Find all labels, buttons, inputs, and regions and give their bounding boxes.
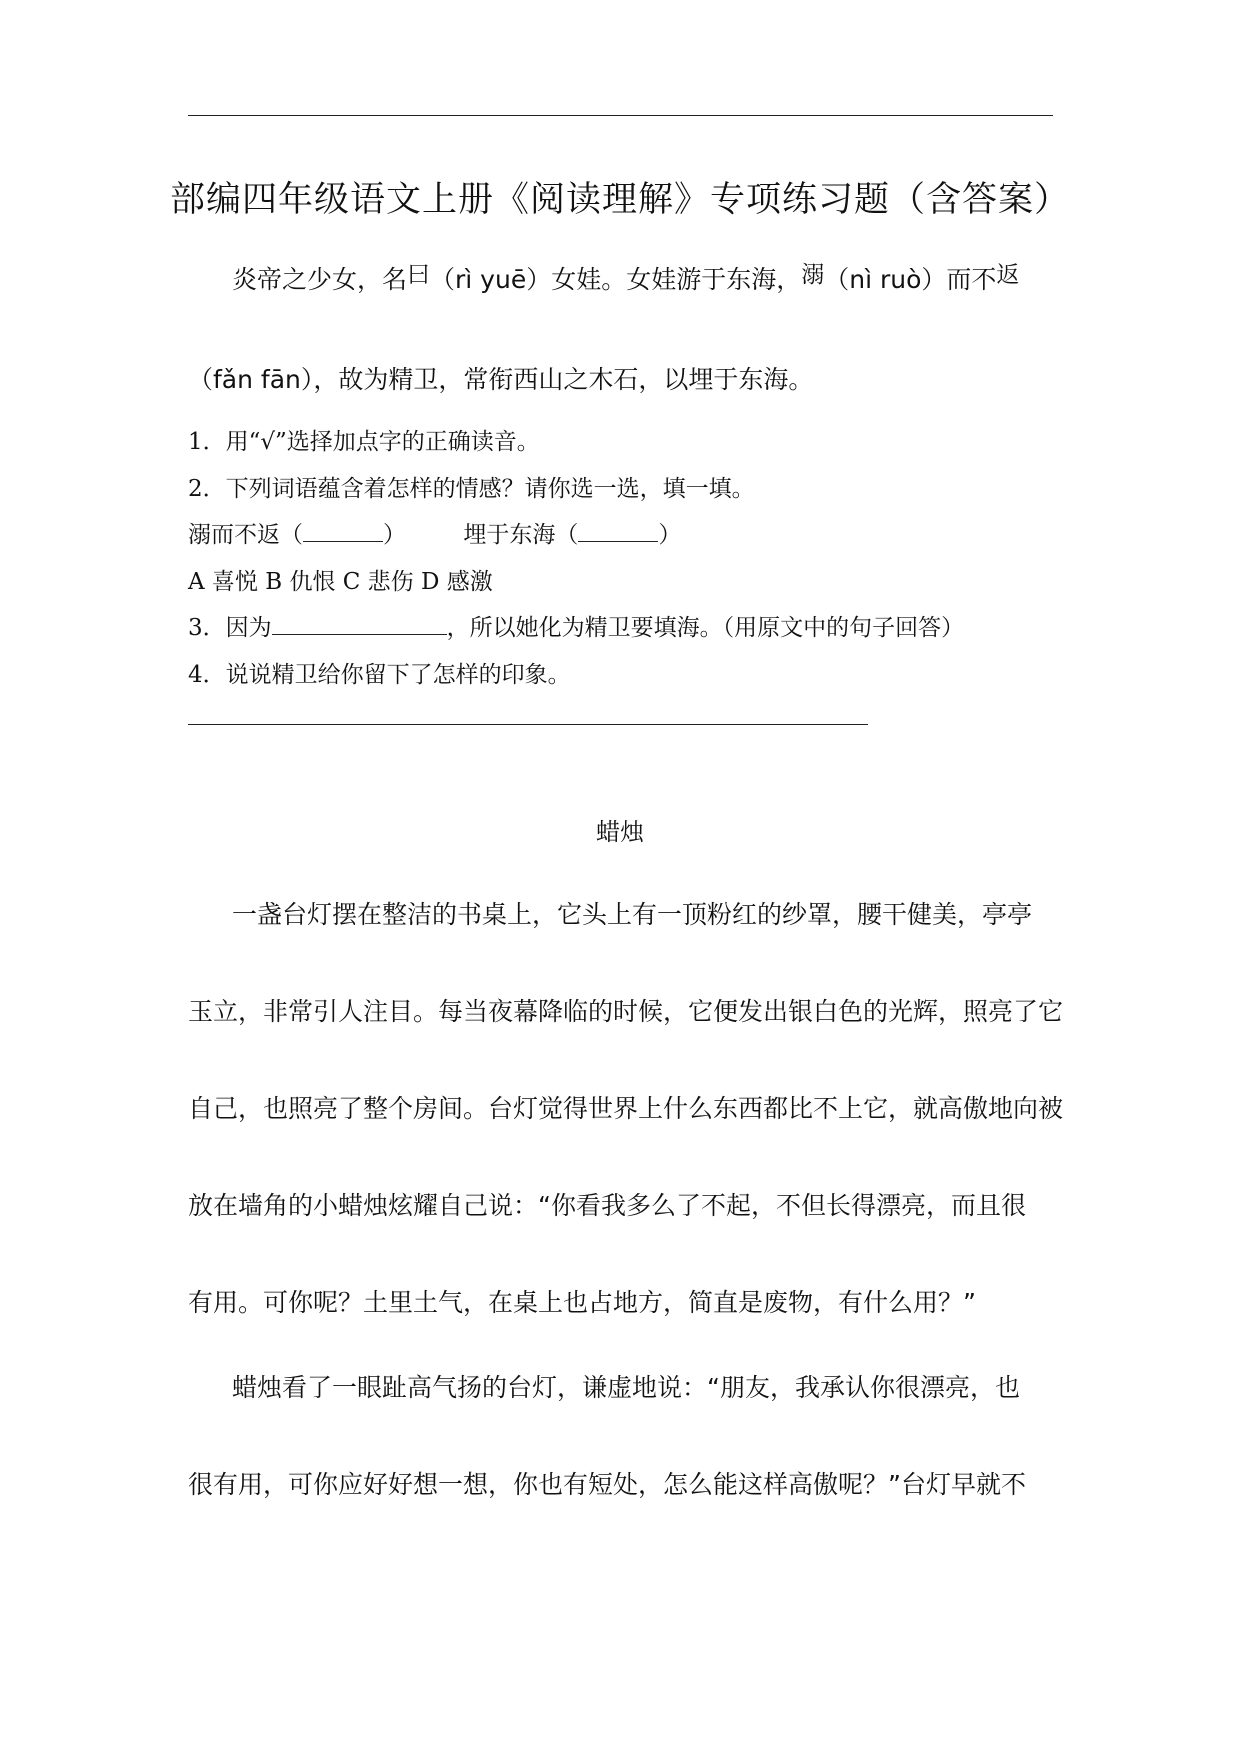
passage1-line1 (232, 260, 1019, 296)
passage1-text-c: （rì yuē）女娃。女娃游于东海， (430, 265, 802, 294)
header-rule (188, 115, 1053, 116)
q4-answer-line[interactable] (188, 724, 868, 725)
q3-suffix: ，所以她化为精卫要填海。（用原文中的句子回答） (446, 615, 965, 641)
q2-item1-blank[interactable] (303, 521, 383, 542)
q2-item2-blank[interactable] (578, 521, 658, 542)
passage1-line2: （fǎn fān），故为精卫，常衔西山之木石，以埋于东海。 (188, 365, 814, 394)
q2-item1-label: 溺而不返（ (188, 522, 303, 548)
q3-prefix: 3．因为 (188, 615, 272, 641)
q2-item2-label: 埋于东海（ (463, 522, 579, 548)
passage2-line: 放在墙角的小蜡烛炫耀自己说：“你看我多么了不起，不但长得漂亮，而且很 (188, 1191, 1026, 1220)
q3-blank[interactable] (272, 614, 447, 635)
question-1: 1．用“√”选择加点字的正确读音。 (188, 429, 540, 455)
question-2: 2．下列词语蕴含着怎样的情感？请你选一选，填一填。 (188, 476, 755, 502)
question-3 (188, 609, 964, 642)
passage2-line: 玉立，非常引人注目。每当夜幕降临的时候，它便发出银白色的光辉，照亮了它 (188, 997, 1064, 1026)
char-fan: 返 (996, 262, 1020, 288)
q2-item2-close: ） (658, 522, 682, 548)
passage2-title: 蜡烛 (596, 818, 644, 846)
char-yue: 曰 (407, 262, 431, 288)
question-2-items (188, 516, 681, 549)
question-4: 4．说说精卫给你留下了怎样的印象。 (188, 662, 571, 688)
q2-item1-close: ） (383, 522, 406, 548)
passage1-text-a: 炎帝之少女，名 (232, 265, 408, 294)
passage2-line: 蜡烛看了一眼趾高气扬的台灯，谦虚地说：“朋友，我承认你很漂亮，也 (232, 1373, 1020, 1402)
passage2-line: 很有用，可你应好好想一想，你也有短处，怎么能这样高傲呢？”台灯早就不 (188, 1470, 1026, 1499)
question-2-options: A 喜悦 B 仇恨 C 悲伤 D 感激 (188, 569, 493, 595)
passage2-line: 一盏台灯摆在整洁的书桌上，它头上有一顶粉红的纱罩，腰干健美，亭亭 (232, 900, 1033, 929)
passage2-line: 有用。可你呢？土里土气，在桌上也占地方，简直是废物，有什么用？” (188, 1288, 976, 1317)
page-title: 部编四年级语文上册《阅读理解》专项练习题（含答案） (169, 180, 1070, 220)
char-ni: 溺 (801, 262, 825, 288)
passage2-line: 自己，也照亮了整个房间。台灯觉得世界上什么东西都比不上它，就高傲地向被 (188, 1094, 1064, 1123)
passage1-text-e: （nì ruò）而不 (824, 265, 997, 294)
